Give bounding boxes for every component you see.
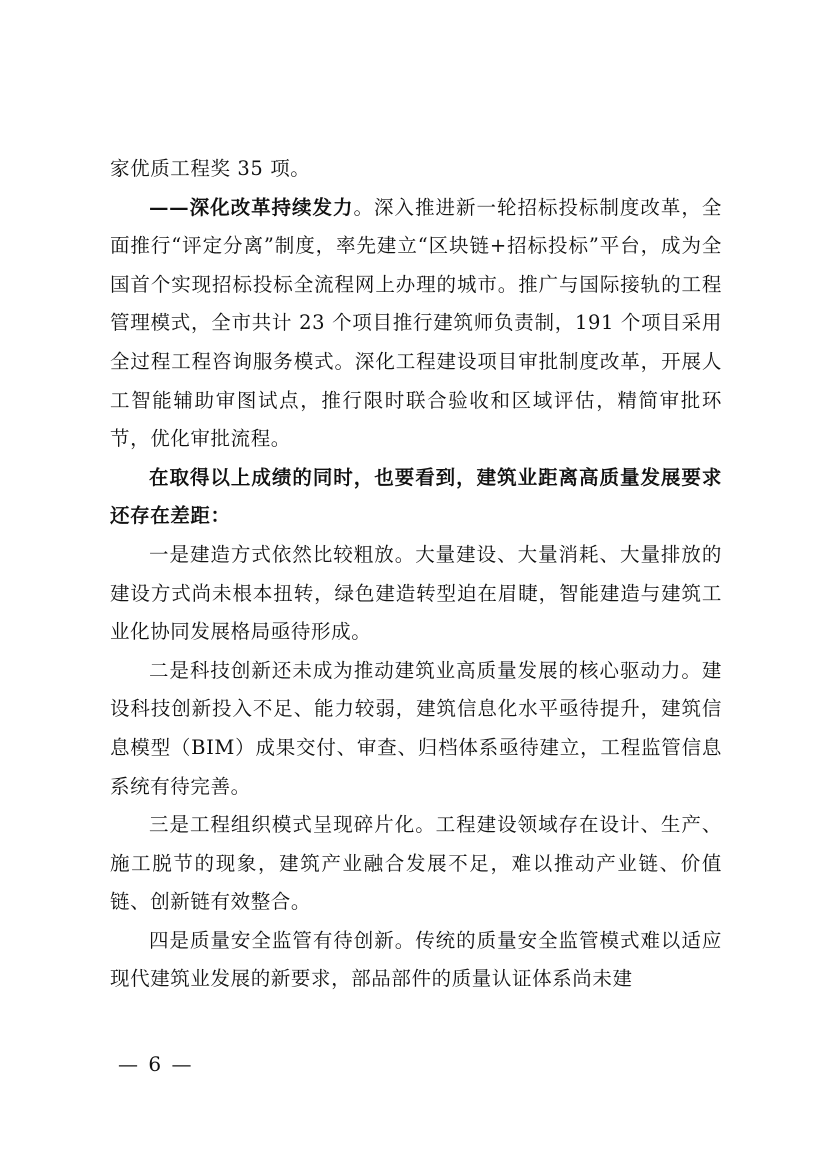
point-4-paragraph: 四是质量安全监管有待创新。传统的质量安全监管模式难以适应现代建筑业发展的新要求，部品部件的质量认证体系尚未建: [110, 928, 722, 991]
point-3-paragraph: 三是工程组织模式呈现碎片化。工程建设领域存在设计、生产、施工脱节的现象，建筑产业融合发展不足，难以推动产业链、价值链、创新链有效整合。: [110, 813, 722, 914]
point-2-paragraph: 二是科技创新还未成为推动建筑业高质量发展的核心驱动力。建设科技创新投入不足、能力较弱，建筑信息化水平亟待提升，建筑信息模型（BIM）成果交付、审查、归档体系亟待建立，工程监管信息系统有待完善。: [110, 658, 722, 798]
summary-heading: 在取得以上成绩的同时，也要看到，建筑业距离高质量发展要求还存在差距：: [110, 465, 722, 528]
reform-lead: ——深化改革持续发力: [149, 195, 354, 219]
point-1-paragraph: 一是建造方式依然比较粗放。大量建设、大量消耗、大量排放的建设方式尚未根本扭转，绿色建造转型迫在眉睫，智能建造与建筑工业化协同发展格局亟待形成。: [110, 542, 722, 644]
continuation-paragraph: 家优质工程奖 35 项。: [110, 157, 311, 180]
reform-text: 。深入推进新一轮招标投标制度改革，全面推行“评定分离”制度，率先建立“区块链+招标投标”平台，成为全国首个实现招标投标全流程网上办理的城市。推广与国际接轨的工程管理模式，全市共计 23 个项目推行建筑师负责制，191 个项目采用全过程工程咨询服务模式。深化工程建设项目审批制度改革，开展人工智能辅助审图试点，推行限时联合验收和区域评估，精简审批环节，优化审批流程。: [110, 195, 722, 451]
reform-paragraph: [110, 189, 722, 459]
document-body: [110, 150, 722, 999]
page-number: — 6 —: [118, 1052, 194, 1076]
